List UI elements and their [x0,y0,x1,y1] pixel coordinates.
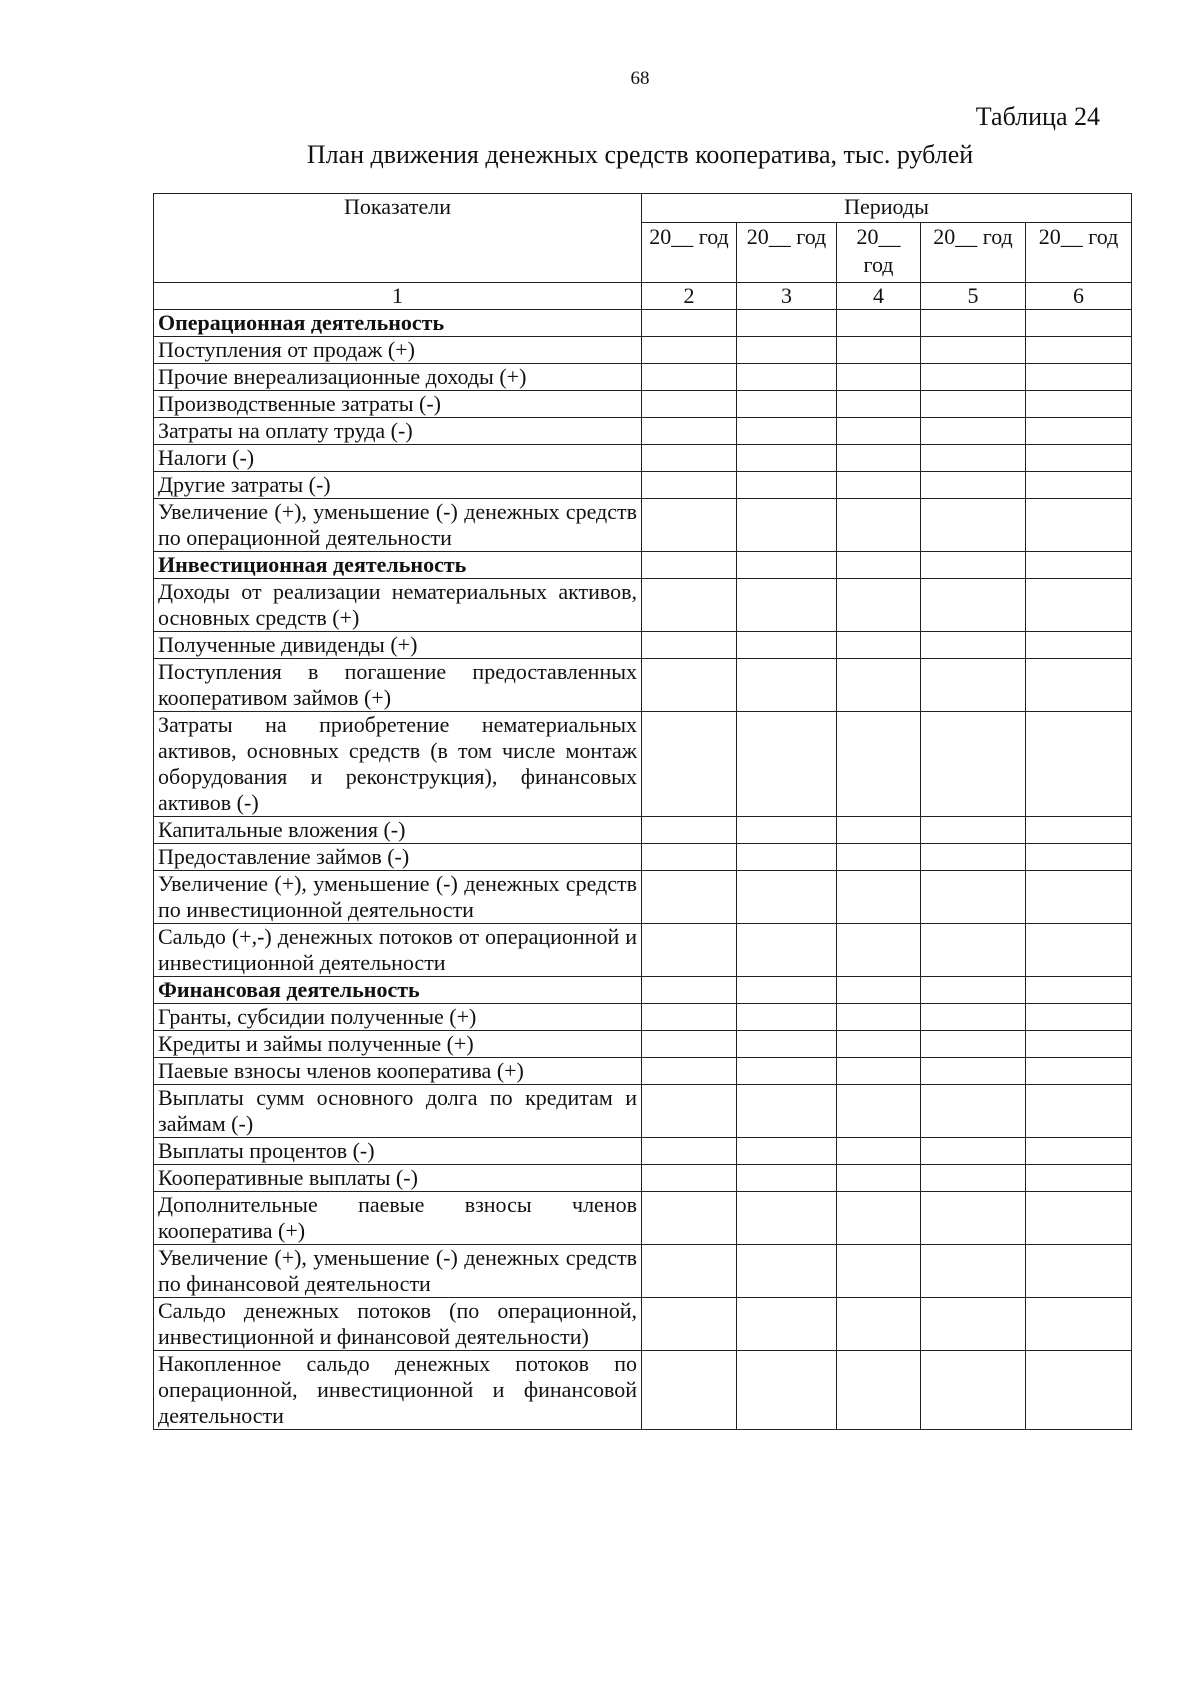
period-value-cell[interactable] [737,1192,837,1245]
period-value-cell[interactable] [642,1192,737,1245]
period-value-cell[interactable] [1026,364,1132,391]
period-value-cell[interactable] [1026,844,1132,871]
table-row [154,924,1132,977]
year-header: 20__ год [837,223,921,283]
period-value-cell[interactable] [921,844,1026,871]
period-value-cell[interactable] [642,1031,737,1058]
period-value-cell[interactable] [921,1165,1026,1192]
table-row [154,337,1132,364]
period-value-cell[interactable] [642,1298,737,1351]
period-value-cell[interactable] [837,310,921,337]
period-value-cell[interactable] [1026,1165,1132,1192]
year-header: 20__ год [737,223,837,283]
period-value-cell[interactable] [737,499,837,552]
indicator-label: Предоставление займов (-) [154,844,642,871]
period-value-cell[interactable] [737,977,837,1004]
indicator-label: Выплаты процентов (-) [154,1138,642,1165]
period-value-cell[interactable] [642,844,737,871]
period-value-cell[interactable] [1026,1298,1132,1351]
period-value-cell[interactable] [1026,1031,1132,1058]
period-value-cell[interactable] [642,579,737,632]
period-value-cell[interactable] [921,418,1026,445]
year-header: 20__ год [921,223,1026,283]
indicator-label: Налоги (-) [154,445,642,472]
period-value-cell[interactable] [921,1138,1026,1165]
table-title: План движения денежных средств кооператива, тыс. рублей [306,140,974,169]
column-number-row [154,283,1132,310]
year-header: 20__ год [1026,223,1132,283]
table-row [154,1192,1132,1245]
period-value-cell[interactable] [1026,445,1132,472]
indicator-label: Увеличение (+), уменьшение (-) денежных средств по финансовой деятельности [154,1245,642,1298]
period-value-cell[interactable] [1026,1192,1132,1245]
indicator-label: Сальдо денежных потоков (по операционной, инвестиционной и финансовой деятельности) [154,1298,642,1351]
period-value-cell[interactable] [837,391,921,418]
period-value-cell[interactable] [737,310,837,337]
period-value-cell[interactable] [642,499,737,552]
table-row [154,712,1132,817]
period-value-cell[interactable] [642,659,737,712]
indicator-label: Доходы от реализации нематериальных активов, основных средств (+) [154,579,642,632]
table-row [154,844,1132,871]
period-value-cell[interactable] [837,1004,921,1031]
indicator-label: Выплаты сумм основного долга по кредитам и займам (-) [154,1085,642,1138]
period-value-cell[interactable] [837,552,921,579]
period-value-cell[interactable] [642,445,737,472]
period-value-cell[interactable] [642,1004,737,1031]
period-value-cell[interactable] [921,364,1026,391]
period-value-cell[interactable] [837,712,921,817]
period-value-cell[interactable] [837,579,921,632]
period-value-cell[interactable] [1026,1138,1132,1165]
period-value-cell[interactable] [1026,1058,1132,1085]
period-value-cell[interactable] [921,1031,1026,1058]
table-row [154,871,1132,924]
column-number: 5 [921,283,1026,310]
period-value-cell[interactable] [921,552,1026,579]
table-row [154,1351,1132,1430]
period-value-cell[interactable] [921,1351,1026,1430]
period-value-cell[interactable] [837,364,921,391]
column-number: 3 [737,283,837,310]
period-value-cell[interactable] [921,1085,1026,1138]
period-value-cell[interactable] [737,472,837,499]
table-label: Таблица 24 [975,102,1100,131]
period-value-cell[interactable] [837,632,921,659]
period-value-cell[interactable] [1026,817,1132,844]
period-value-cell[interactable] [642,418,737,445]
year-header: 20__ год [642,223,737,283]
period-value-cell[interactable] [737,924,837,977]
period-value-cell[interactable] [921,499,1026,552]
period-value-cell[interactable] [837,1298,921,1351]
indicator-label: Затраты на приобретение нематериальных активов, основных средств (в том числе монтаж оборудования и реконструкция), финансовых активов (-) [154,712,642,817]
period-value-cell[interactable] [737,817,837,844]
table-row [154,579,1132,632]
period-value-cell[interactable] [1026,391,1132,418]
table-row [154,1138,1132,1165]
section-heading: Инвестиционная деятельность [154,552,642,579]
table-row [154,1165,1132,1192]
period-value-cell[interactable] [837,871,921,924]
indicator-label: Сальдо (+,-) денежных потоков от операционной и инвестиционной деятельности [154,924,642,977]
period-value-cell[interactable] [642,1058,737,1085]
period-value-cell[interactable] [737,1004,837,1031]
period-value-cell[interactable] [1026,499,1132,552]
period-value-cell[interactable] [737,418,837,445]
period-value-cell[interactable] [1026,418,1132,445]
indicator-label: Кооперативные выплаты (-) [154,1165,642,1192]
period-value-cell[interactable] [837,1058,921,1085]
period-value-cell[interactable] [737,659,837,712]
period-value-cell[interactable] [837,418,921,445]
period-value-cell[interactable] [837,1138,921,1165]
period-value-cell[interactable] [642,1138,737,1165]
table-row [154,418,1132,445]
period-value-cell[interactable] [737,552,837,579]
period-value-cell[interactable] [1026,1245,1132,1298]
period-value-cell[interactable] [921,1298,1026,1351]
table-row [154,1298,1132,1351]
period-value-cell[interactable] [921,817,1026,844]
period-value-cell[interactable] [921,1192,1026,1245]
period-value-cell[interactable] [837,472,921,499]
period-value-cell[interactable] [642,712,737,817]
section-row [154,977,1132,1004]
table-row [154,445,1132,472]
period-value-cell[interactable] [921,1058,1026,1085]
period-value-cell[interactable] [642,1351,737,1430]
period-value-cell[interactable] [737,1298,837,1351]
indicator-label: Другие затраты (-) [154,472,642,499]
table-row [154,1058,1132,1085]
period-value-cell[interactable] [737,632,837,659]
period-value-cell[interactable] [837,499,921,552]
period-value-cell[interactable] [1026,977,1132,1004]
period-value-cell[interactable] [921,924,1026,977]
period-value-cell[interactable] [1026,659,1132,712]
period-value-cell[interactable] [642,924,737,977]
column-number: 2 [642,283,737,310]
period-value-cell[interactable] [1026,310,1132,337]
period-value-cell[interactable] [921,1245,1026,1298]
indicator-label: Гранты, субсидии полученные (+) [154,1004,642,1031]
period-value-cell[interactable] [921,391,1026,418]
period-value-cell[interactable] [837,1085,921,1138]
period-value-cell[interactable] [642,472,737,499]
indicator-label: Накопленное сальдо денежных потоков по операционной, инвестиционной и финансовой деятельности [154,1351,642,1430]
period-value-cell[interactable] [642,977,737,1004]
periods-header: Периоды [642,194,1132,223]
table-row [154,659,1132,712]
cashflow-table [153,193,1132,1430]
period-value-cell[interactable] [837,1165,921,1192]
indicator-label: Увеличение (+), уменьшение (-) денежных средств по инвестиционной деятельности [154,871,642,924]
period-value-cell[interactable] [837,1192,921,1245]
period-value-cell[interactable] [921,632,1026,659]
period-value-cell[interactable] [737,1031,837,1058]
period-value-cell[interactable] [737,1351,837,1430]
table-row [154,1085,1132,1138]
period-value-cell[interactable] [921,579,1026,632]
section-heading: Финансовая деятельность [154,977,642,1004]
period-value-cell[interactable] [737,1085,837,1138]
period-value-cell[interactable] [642,552,737,579]
indicator-label: Прочие внереализационные доходы (+) [154,364,642,391]
period-value-cell[interactable] [921,871,1026,924]
indicator-label: Кредиты и займы полученные (+) [154,1031,642,1058]
table-row [154,1004,1132,1031]
indicator-label: Затраты на оплату труда (-) [154,418,642,445]
section-heading: Операционная деятельность [154,310,642,337]
period-value-cell[interactable] [837,1031,921,1058]
indicator-label: Поступления от продаж (+) [154,337,642,364]
period-value-cell[interactable] [737,579,837,632]
indicator-label: Паевые взносы членов кооператива (+) [154,1058,642,1085]
period-value-cell[interactable] [1026,632,1132,659]
period-value-cell[interactable] [642,817,737,844]
period-value-cell[interactable] [1026,579,1132,632]
section-row [154,310,1132,337]
period-value-cell[interactable] [1026,924,1132,977]
table-row [154,391,1132,418]
period-value-cell[interactable] [642,337,737,364]
period-value-cell[interactable] [921,1004,1026,1031]
period-value-cell[interactable] [642,1085,737,1138]
period-value-cell[interactable] [737,1138,837,1165]
period-value-cell[interactable] [1026,1004,1132,1031]
period-value-cell[interactable] [921,977,1026,1004]
period-value-cell[interactable] [1026,712,1132,817]
table-row [154,499,1132,552]
table-row [154,817,1132,844]
period-value-cell[interactable] [1026,552,1132,579]
period-value-cell[interactable] [737,391,837,418]
period-value-cell[interactable] [642,632,737,659]
period-value-cell[interactable] [1026,1085,1132,1138]
section-row [154,552,1132,579]
period-value-cell[interactable] [921,472,1026,499]
period-value-cell[interactable] [737,364,837,391]
period-value-cell[interactable] [737,337,837,364]
indicator-label: Капитальные вложения (-) [154,817,642,844]
period-value-cell[interactable] [1026,1351,1132,1430]
table-row [154,632,1132,659]
period-value-cell[interactable] [837,445,921,472]
period-value-cell[interactable] [1026,472,1132,499]
indicator-label: Полученные дивиденды (+) [154,632,642,659]
indicator-label: Дополнительные паевые взносы членов кооператива (+) [154,1192,642,1245]
period-value-cell[interactable] [642,391,737,418]
period-value-cell[interactable] [921,337,1026,364]
period-value-cell[interactable] [837,817,921,844]
period-value-cell[interactable] [837,977,921,1004]
column-number: 1 [154,283,642,310]
period-value-cell[interactable] [837,924,921,977]
period-value-cell[interactable] [642,364,737,391]
table-row [154,1245,1132,1298]
period-value-cell[interactable] [921,659,1026,712]
indicator-label: Увеличение (+), уменьшение (-) денежных средств по операционной деятельности [154,499,642,552]
period-value-cell[interactable] [837,1245,921,1298]
period-value-cell[interactable] [642,1245,737,1298]
period-value-cell[interactable] [642,1165,737,1192]
period-value-cell[interactable] [737,1165,837,1192]
period-value-cell[interactable] [737,1058,837,1085]
period-value-cell[interactable] [837,659,921,712]
table-row [154,472,1132,499]
table-row [154,1031,1132,1058]
period-value-cell[interactable] [921,445,1026,472]
period-value-cell[interactable] [837,844,921,871]
period-value-cell[interactable] [1026,871,1132,924]
indicator-label: Поступления в погашение предоставленных кооперативом займов (+) [154,659,642,712]
period-value-cell[interactable] [737,1245,837,1298]
period-value-cell[interactable] [921,712,1026,817]
column-number: 4 [837,283,921,310]
period-value-cell[interactable] [737,445,837,472]
indicators-header: Показатели [154,194,642,283]
period-value-cell[interactable] [642,871,737,924]
period-value-cell[interactable] [642,310,737,337]
period-value-cell[interactable] [737,871,837,924]
table-row [154,364,1132,391]
period-value-cell[interactable] [921,310,1026,337]
period-value-cell[interactable] [1026,337,1132,364]
period-value-cell[interactable] [837,1351,921,1430]
column-number: 6 [1026,283,1132,310]
period-value-cell[interactable] [737,844,837,871]
table-body [154,310,1132,1430]
period-value-cell[interactable] [837,337,921,364]
page-number: 68 [630,68,650,89]
indicator-label: Производственные затраты (-) [154,391,642,418]
period-value-cell[interactable] [737,712,837,817]
